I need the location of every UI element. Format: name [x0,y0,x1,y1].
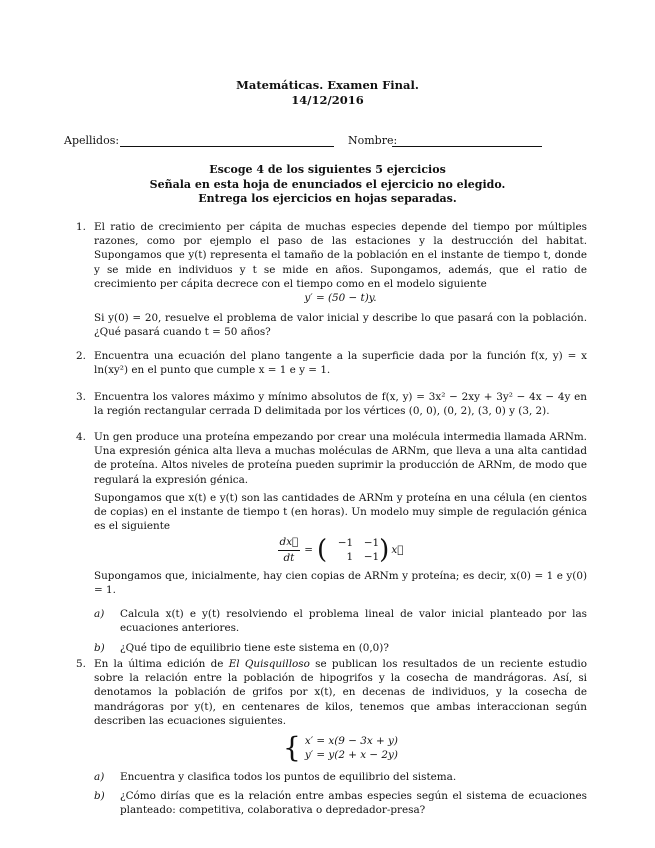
exam-title: Matemáticas. Examen Final. [236,78,419,92]
subquestion-b: b) ¿Cómo dirías que es la relación entre ambas especies según el sistema de ecuaciones planteado: competitiva, colaborativa o depredador-presa? [94,790,587,817]
instruction-line: Escoge 4 de los siguientes 5 ejercicios [209,163,446,176]
derivative-fraction: $\frac{dx⃗}{dt}$ [279,536,299,564]
exercise-text: En la última edición de El Quisquilloso se publican los resultados de un reciente estudio sobre la relación entre la población de hipogrifos y la cosecha de mandrágoras. Así, si denotamos la población de grifos por x(t), en decenas de individuos, y la cosecha de mandrágoras por y(t), en centenares de kilos, tenemos que ambas interaccionan según describen las ecuaciones siguientes. [94,658,587,727]
surname-field[interactable] [120,146,334,147]
equation-system: { x′ = x(9 − 3x + y) y′ = y(2 + x − 2y) [283,731,398,765]
student-fields [64,134,584,150]
instructions [0,163,655,207]
exercise-2 [76,349,587,377]
instruction-line: Entrega los ejercicios en hojas separadas. [198,192,457,205]
matrix-equation: $\frac{dx⃗}{dt}$ = ( −1 −1 1 −1 ) x⃗ [279,535,404,566]
name-field[interactable] [392,146,542,147]
exercise-text: Supongamos que, inicialmente, hay cien copias de ARNm y proteína; es decir, x(0) = 1 e y(0) = 1. [94,569,587,597]
exercise-3 [76,390,587,418]
exercise-1 [76,220,587,340]
exercise-text: Encuentra los valores máximo y mínimo absolutos de f(x, y) = 3x² − 2xy + 3y² − 4x − 4y en la región rectangular cerrada D delimitada por los vértices (0, 0), (0, 2), (3, 0) y (3, 2). [94,391,587,418]
exercise-number: 5. [76,658,86,670]
exercise-text: Encuentra una ecuación del plano tangente a la superficie dada por la función f(x, y) = x ln(xy²) en el punto que cumple x = 1 e y = 1. [94,350,587,377]
exercise-4 [76,430,587,655]
exercise-number: 2. [76,350,86,362]
exercise-5 [76,657,587,818]
exam-header [0,78,655,108]
matrix: −1 −1 1 −1 [337,537,380,564]
exercise-text: El ratio de crecimiento per cápita de muchas especies depende del tiempo por múltiples razones, como por ejemplo el paso de las estaciones y la destrucción del habitat. Supongamos que y(t) representa el tamaño de la población en el instante de tiempo t, donde y se mide en individuos y t se mide en años. Supongamos, además, que el ratio de crecimiento per cápita decrece con el tiempo como en el modelo siguiente [94,221,587,290]
exam-date: 14/12/2016 [291,93,364,107]
exercise-number: 3. [76,391,86,403]
name-label: Nombre: [348,134,398,147]
exercise-number: 1. [76,221,86,233]
exercise-text: Supongamos que x(t) e y(t) son las cantidades de ARNm y proteína en una célula (en cientos de copias) en el instante de tiempo t (en horas). Un modelo muy simple de regulación génica es el siguiente [94,491,587,533]
exercise-text: Un gen produce una proteína empezando por crear una molécula intermedia llamada ARNm. Una expresión génica alta lleva a muchas moléculas de ARNm, que lleva a una alta cantidad de proteína. Altos niveles de proteína pueden suprimir la producción de ARNm, de modo que regulará la expresión génica. [94,431,587,486]
equation: y′ = (50 − t)y. [304,292,377,305]
exercise-number: 4. [76,431,86,443]
subquestion-b: b) ¿Qué tipo de equilibrio tiene este sistema en (0,0)? [94,641,389,654]
subquestion-a: a) Calcula x(t) e y(t) resolviendo el problema lineal de valor inicial planteado por las ecuaciones anteriores. [94,608,587,635]
instruction-line: Señala en esta hoja de enunciados el ejercicio no elegido. [149,177,506,191]
exercise-text: Si y(0) = 20, resuelve el problema de valor inicial y describe lo que pasará con la población. ¿Qué pasará cuando t = 50 años? [94,312,587,339]
subquestion-a: a) Encuentra y clasifica todos los puntos de equilibrio del sistema. [94,771,457,784]
surname-label: Apellidos: [64,134,120,147]
